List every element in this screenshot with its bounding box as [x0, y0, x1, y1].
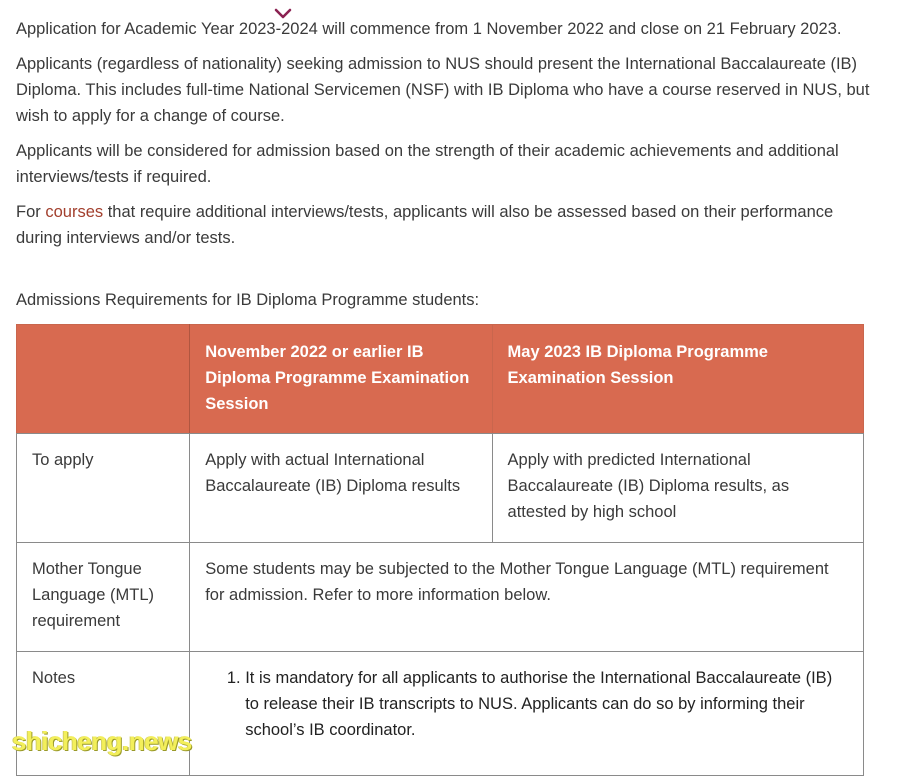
intro-section [16, 16, 876, 260]
row-label-mtl: Mother Tongue Language (MTL) requirement [17, 543, 190, 652]
header-may-2023: May 2023 IB Diploma Programme Examination Session [492, 325, 863, 434]
intro-paragraph-courses [16, 199, 876, 251]
courses-link[interactable]: courses [45, 203, 104, 221]
cell-mtl-text: Some students may be subjected to the Mother Tongue Language (MTL) requirement for admission. Refer to more information below. [190, 543, 864, 652]
notes-list [205, 665, 848, 743]
cell-apply-nov: Apply with actual International Baccalaureate (IB) Diploma results [190, 434, 492, 543]
intro-paragraph-dates: Application for Academic Year 2023-2024 will commence from 1 November 2022 and close on 21 February 2023. [16, 20, 842, 38]
cell-apply-may: Apply with predicted International Baccalaureate (IB) Diploma results, as attested by high school [492, 434, 863, 543]
intro-paragraph-assessment: Applicants will be considered for admission based on the strength of their academic achievements and additional interviews/tests if required. [16, 142, 839, 186]
table-row-mtl [17, 543, 864, 652]
intro-paragraph-eligibility: Applicants (regardless of nationality) seeking admission to NUS should present the International Baccalaureate (IB) Diploma. This includes full-time National Servicemen (NSF) with IB Diploma who have a course reserved in NUS, but wish to apply for a change of course. [16, 55, 870, 125]
table-row-to-apply [17, 434, 864, 543]
notes-list-item: 1. It is mandatory for all applicants to authorise the International Baccalaureate (IB) to release their IB transcripts to NUS. Applicants can do so by informing their school’s IB coordinator. [245, 665, 848, 743]
cell-notes [190, 652, 864, 776]
table-caption: Admissions Requirements for IB Diploma Programme students: [16, 291, 480, 309]
table-header-row [17, 325, 864, 434]
header-nov-2022: November 2022 or earlier IB Diploma Programme Examination Session [190, 325, 492, 434]
courses-prefix: For [16, 203, 46, 221]
watermark-logo: shicheng.news [12, 726, 192, 756]
row-label-notes: Notes [17, 652, 190, 776]
requirements-table [16, 324, 864, 776]
header-blank-cell [17, 325, 190, 434]
row-label-to-apply: To apply [17, 434, 190, 543]
table-row-notes [17, 652, 864, 776]
courses-suffix: that require additional interviews/tests, applicants will also be assessed based on their performance during interviews and/or tests. [16, 203, 834, 247]
